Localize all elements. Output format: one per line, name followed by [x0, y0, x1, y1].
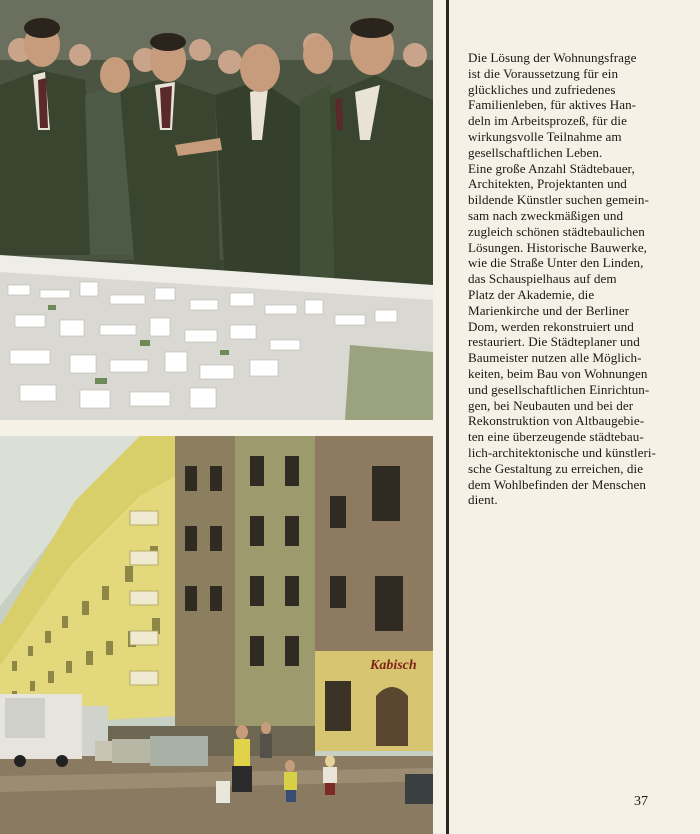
shop-sign: Kabisch	[370, 658, 417, 673]
officials-city-model-image	[0, 0, 433, 420]
article-line: wirkungsvolle Teilnahme am	[468, 128, 622, 144]
photo-berlin-street	[0, 436, 433, 834]
article-line: Dom, werden rekonstruiert und	[468, 318, 634, 334]
article-line: Marienkirche und der Berliner	[468, 302, 630, 318]
article-line: Die Lösung der Wohnungsfrage	[468, 50, 637, 65]
article-line: Eine große Anzahl Städtebauer,	[468, 160, 635, 176]
article-line: Baumeister nutzen alle Möglich-	[468, 350, 642, 366]
article-line: zugleich schönen städtebaulichen	[468, 223, 645, 239]
article-line: ist die Voraussetzung für ein	[468, 65, 619, 81]
article-line: wie die Straße Unter den Linden,	[468, 255, 644, 271]
article-line: Rekonstruktion von Altbaugebie-	[468, 413, 645, 429]
article-line: das Schauspielhaus auf dem	[468, 271, 617, 287]
berlin-street-image	[0, 436, 433, 834]
article-line: dient.	[468, 492, 498, 508]
column-divider	[446, 0, 449, 834]
article-line: deln im Arbeitsprozeß, für die	[468, 113, 627, 129]
article-line: restauriert. Die Städteplaner und	[468, 334, 640, 350]
article-line: sche Gestaltung zu erreichen, die	[468, 460, 644, 476]
article-line: Lösungen. Historische Bauwerke,	[468, 239, 647, 255]
article-line: und gesellschaftlichen Einrichtun-	[468, 381, 650, 397]
article-line: gen, bei Neubauten und bei der	[468, 397, 634, 413]
article-line: dem Wohlbefinden der Menschen	[468, 476, 646, 492]
article-line: Architekten, Projektanten und	[468, 176, 627, 192]
article-line: gesellschaftlichen Leben.	[468, 144, 603, 160]
article-line: glückliches und zufriedenes	[468, 81, 616, 97]
article-line: sam nach zweckmäßigen und	[468, 207, 624, 223]
photo-officials-city-model	[0, 0, 433, 420]
article-line: lich-architektonische und künstleri-	[468, 444, 656, 460]
article-line: bildende Künstler suchen gemein-	[468, 192, 649, 208]
article-line: keiten, beim Bau von Wohnungen	[468, 365, 648, 381]
article-text	[468, 50, 676, 508]
article-line: Platz der Akademie, die	[468, 286, 595, 302]
page-number: 37	[634, 794, 648, 809]
article-line: ten eine überzeugende städtebau-	[468, 429, 644, 445]
article-line: Familienleben, für aktives Han-	[468, 97, 637, 113]
